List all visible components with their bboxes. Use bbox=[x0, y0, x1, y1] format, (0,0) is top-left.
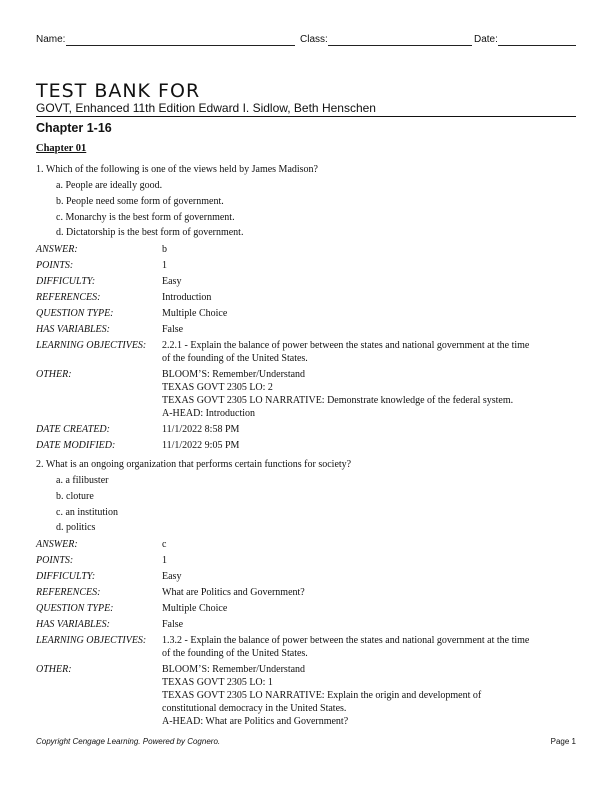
name-label: Name: bbox=[36, 34, 66, 45]
has-variables-value: False bbox=[162, 618, 184, 630]
has-variables-label: HAS VARIABLES: bbox=[36, 323, 110, 335]
title-divider bbox=[36, 116, 576, 117]
other-line: A-HEAD: Introduction bbox=[162, 407, 256, 419]
other-line: constitutional democracy in the United States. bbox=[162, 702, 347, 714]
answer-option-c: c. Monarchy is the best form of government. bbox=[56, 211, 235, 223]
points-label: POINTS: bbox=[36, 554, 74, 566]
learning-objectives-value bbox=[162, 337, 576, 366]
question-metadata bbox=[36, 536, 576, 729]
answer-value: b bbox=[162, 243, 167, 255]
answer-option-a: a. People are ideally good. bbox=[56, 180, 163, 191]
date-modified-value: 11/1/2022 9:05 PM bbox=[162, 439, 240, 451]
lo-line: of the founding of the United States. bbox=[162, 647, 308, 659]
learning-objectives-label: LEARNING OBJECTIVES: bbox=[36, 339, 147, 351]
points-value: 1 bbox=[162, 554, 167, 566]
page-title: TEST BANK FOR bbox=[36, 80, 201, 102]
other-line: A-HEAD: What are Politics and Government? bbox=[162, 715, 349, 727]
lo-line: of the founding of the United States. bbox=[162, 352, 308, 364]
answer-option-d: d. politics bbox=[56, 522, 96, 534]
question-metadata bbox=[36, 241, 576, 453]
other-value bbox=[162, 661, 576, 729]
difficulty-value: Easy bbox=[162, 570, 182, 582]
difficulty-label: DIFFICULTY: bbox=[36, 275, 96, 287]
student-info-header bbox=[36, 34, 576, 48]
date-modified-label: DATE MODIFIED: bbox=[36, 439, 116, 451]
question-type-label: QUESTION TYPE: bbox=[36, 602, 114, 614]
other-line: TEXAS GOVT 2305 LO NARRATIVE: Explain the origin and development of bbox=[162, 689, 482, 701]
answer-value: c bbox=[162, 538, 167, 550]
difficulty-value: Easy bbox=[162, 275, 182, 287]
answer-label: ANSWER: bbox=[36, 243, 78, 255]
points-label: POINTS: bbox=[36, 259, 74, 271]
has-variables-label: HAS VARIABLES: bbox=[36, 618, 110, 630]
learning-objectives-value bbox=[162, 632, 576, 661]
other-line: TEXAS GOVT 2305 LO: 2 bbox=[162, 381, 273, 393]
chapter-heading: Chapter 01 bbox=[36, 143, 87, 154]
question-stem: 2. What is an ongoing organization that performs certain functions for society? bbox=[36, 459, 352, 470]
question-type-value: Multiple Choice bbox=[162, 602, 228, 614]
difficulty-label: DIFFICULTY: bbox=[36, 570, 96, 582]
date-label: Date: bbox=[474, 34, 498, 45]
book-subtitle: GOVT, Enhanced 11th Edition Edward I. Sidlow, Beth Henschen bbox=[36, 101, 376, 115]
references-label: REFERENCES: bbox=[36, 291, 101, 303]
points-value: 1 bbox=[162, 259, 167, 271]
other-label: OTHER: bbox=[36, 368, 72, 380]
has-variables-value: False bbox=[162, 323, 184, 335]
answer-option-c: c. an institution bbox=[56, 506, 118, 518]
references-value: What are Politics and Government? bbox=[162, 586, 305, 598]
answer-option-d: d. Dictatorship is the best form of government. bbox=[56, 227, 244, 239]
question-1 bbox=[36, 162, 576, 453]
class-blank bbox=[328, 45, 472, 46]
date-blank bbox=[498, 45, 576, 46]
answer-option-b: b. People need some form of government. bbox=[56, 195, 224, 207]
references-value: Introduction bbox=[162, 291, 212, 303]
date-created-label: DATE CREATED: bbox=[36, 423, 110, 435]
question-stem: 1. Which of the following is one of the views held by James Madison? bbox=[36, 164, 318, 175]
chapters-range: Chapter 1-16 bbox=[36, 121, 112, 135]
other-line: BLOOM’S: Remember/Understand bbox=[162, 368, 306, 380]
copyright-text: Copyright Cengage Learning. Powered by Cognero. bbox=[36, 737, 221, 746]
other-line: BLOOM’S: Remember/Understand bbox=[162, 663, 306, 675]
other-label: OTHER: bbox=[36, 663, 72, 675]
date-created-value: 11/1/2022 8:58 PM bbox=[162, 423, 240, 435]
other-line: TEXAS GOVT 2305 LO: 1 bbox=[162, 676, 273, 688]
question-type-value: Multiple Choice bbox=[162, 307, 228, 319]
class-label: Class: bbox=[300, 34, 328, 45]
lo-line: 2.2.1 - Explain the balance of power between the states and national government at the time bbox=[162, 339, 530, 351]
references-label: REFERENCES: bbox=[36, 586, 101, 598]
question-type-label: QUESTION TYPE: bbox=[36, 307, 114, 319]
page-number: Page 1 bbox=[550, 737, 576, 746]
page-footer bbox=[36, 737, 576, 749]
other-value bbox=[162, 366, 576, 421]
answer-option-b: b. cloture bbox=[56, 490, 94, 502]
question-2 bbox=[36, 457, 576, 729]
name-blank bbox=[66, 45, 295, 46]
answer-option-a: a. a filibuster bbox=[56, 475, 109, 486]
other-line: TEXAS GOVT 2305 LO NARRATIVE: Demonstrate knowledge of the federal system. bbox=[162, 394, 514, 406]
answer-label: ANSWER: bbox=[36, 538, 78, 550]
lo-line: 1.3.2 - Explain the balance of power between the states and national government at the time bbox=[162, 634, 530, 646]
learning-objectives-label: LEARNING OBJECTIVES: bbox=[36, 634, 147, 646]
